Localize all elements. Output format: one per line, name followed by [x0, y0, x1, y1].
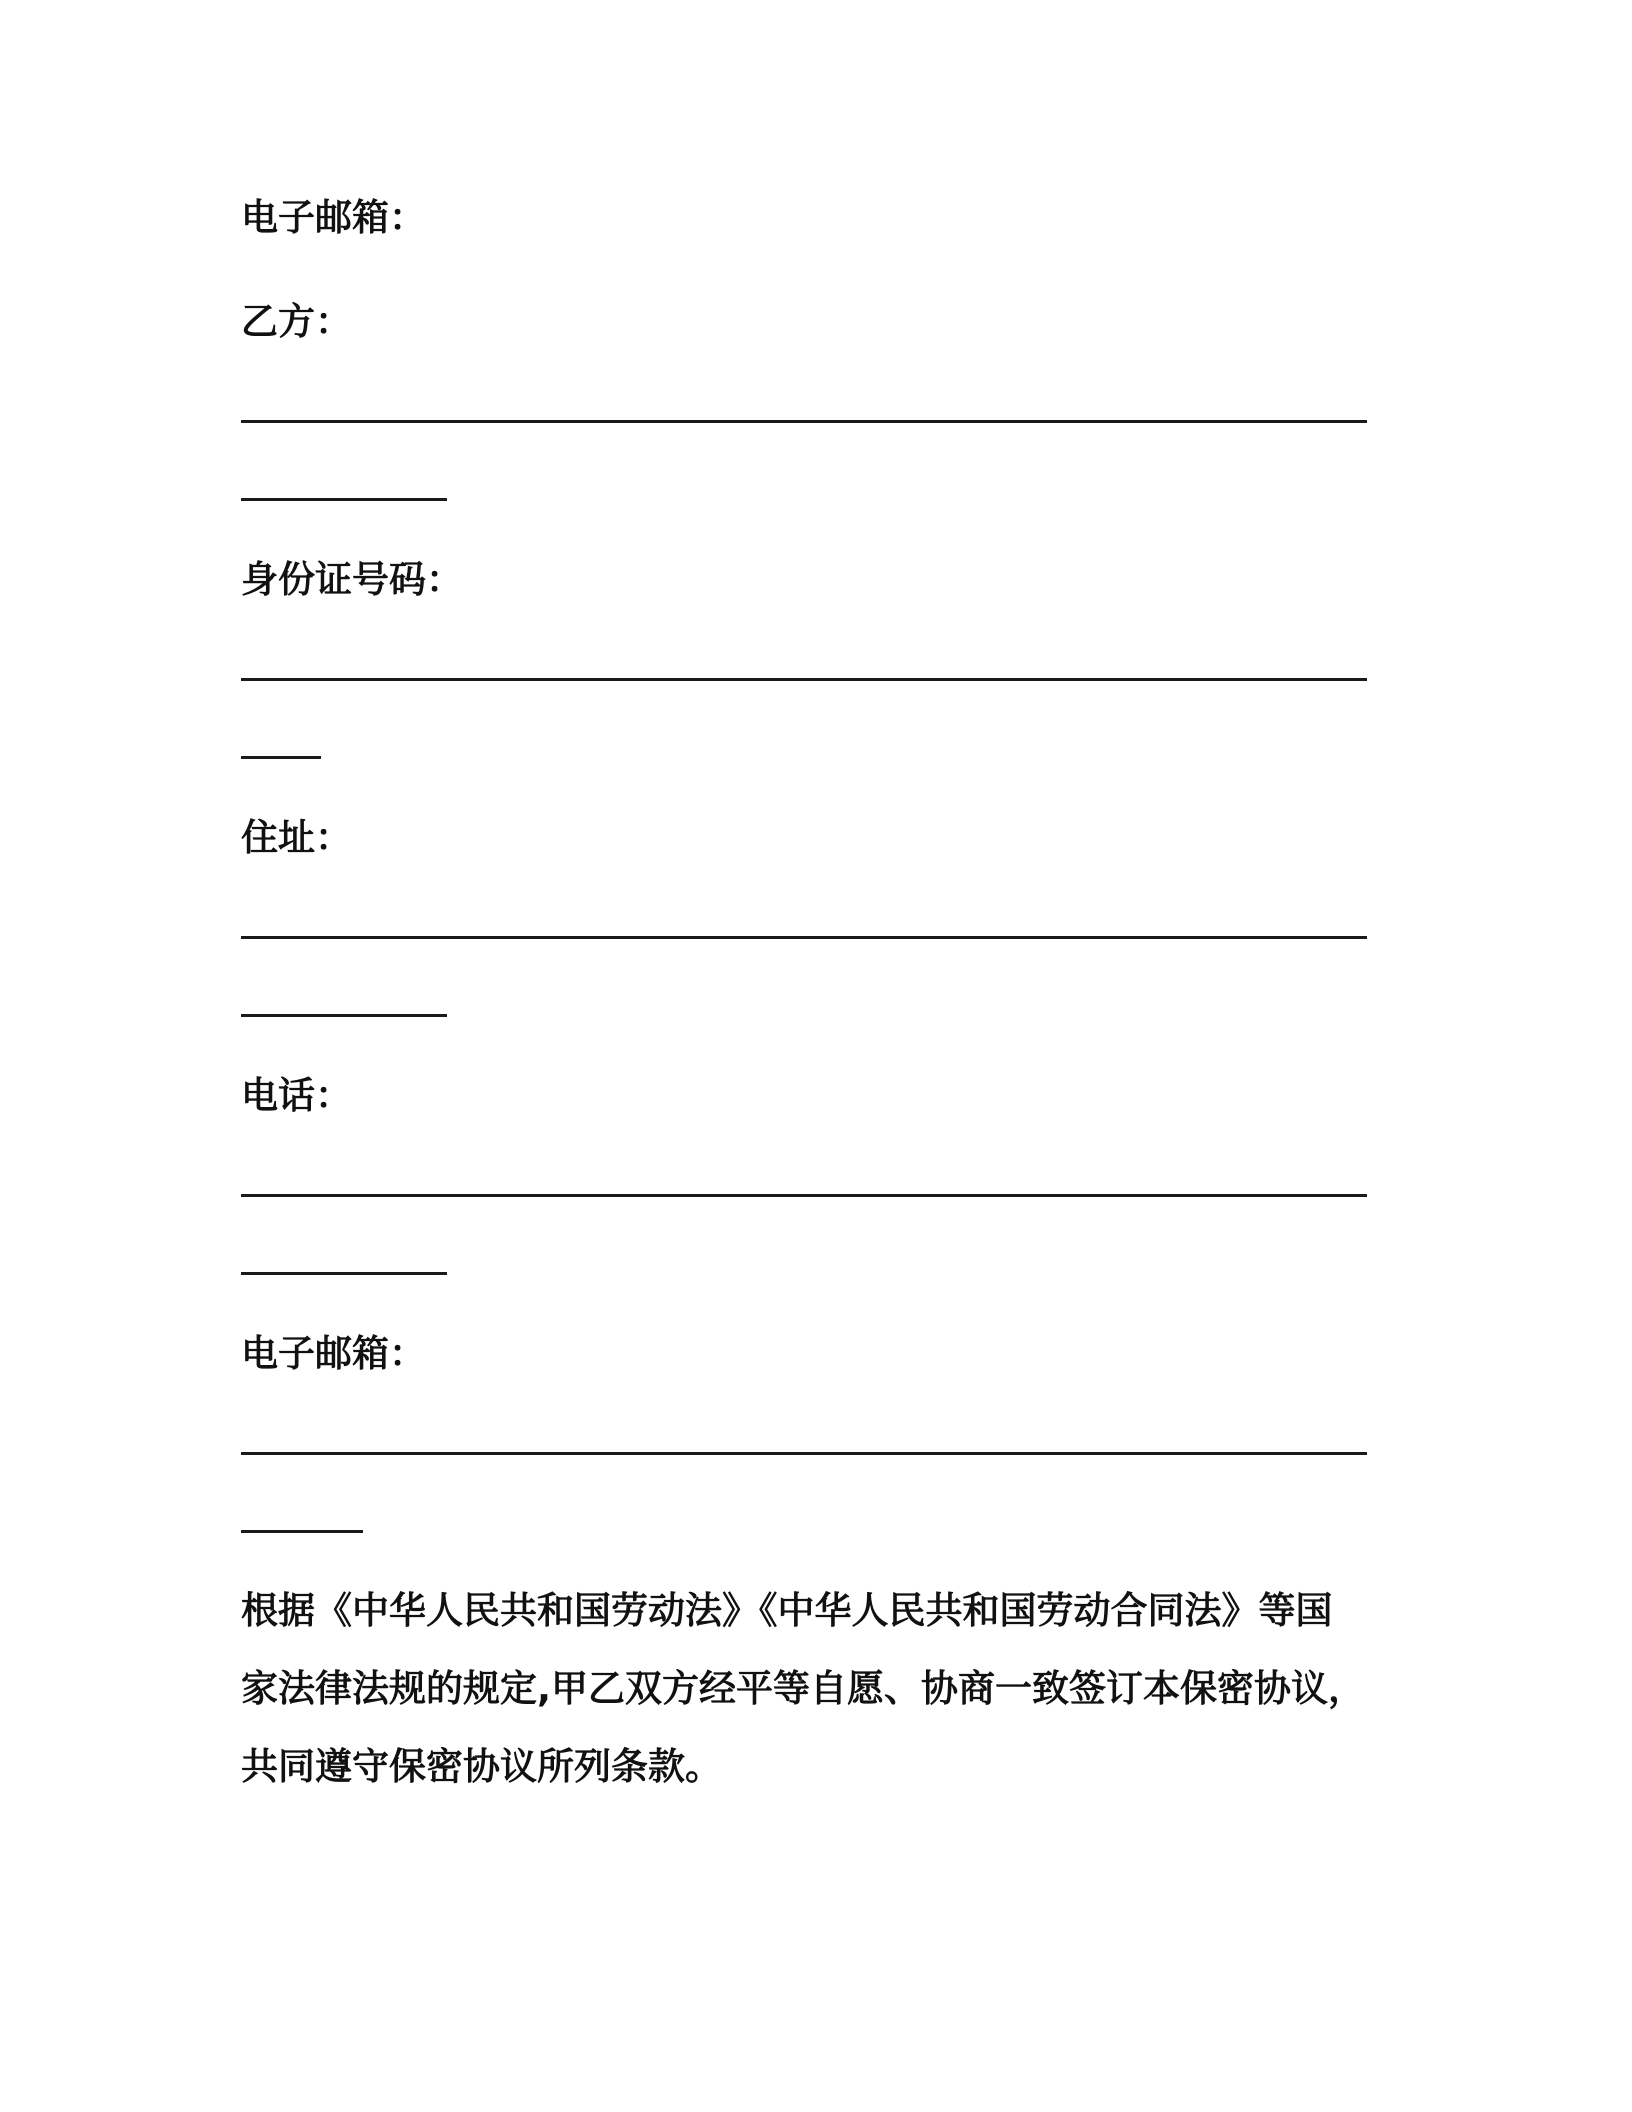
address-label: 住址： — [241, 816, 352, 859]
preamble-line-2: 家法律法规的规定,甲乙双方经平等自愿、协商一致签订本保密协议， — [241, 1667, 1366, 1710]
preamble-line-1: 根据《中华人民共和国劳动法》《中华人民共和国劳动合同法》等国 — [241, 1589, 1333, 1632]
address-blank-line-2 — [241, 1014, 447, 1017]
party-a-email-label: 电子邮箱： — [241, 196, 426, 239]
phone-blank-line-2 — [241, 1272, 447, 1275]
party-b-email-label: 电子邮箱： — [241, 1332, 426, 1375]
phone-label: 电话： — [241, 1074, 352, 1117]
email-blank-line-2 — [241, 1530, 363, 1533]
phone-blank-line-1 — [241, 1194, 1367, 1197]
id-number-blank-line-2 — [241, 756, 321, 759]
preamble-line-3: 共同遵守保密协议所列条款。 — [241, 1745, 722, 1788]
agreement-preamble — [241, 1572, 1391, 1806]
id-number-label: 身份证号码： — [241, 558, 463, 601]
email-blank-line-1 — [241, 1452, 1367, 1455]
id-number-blank-line-1 — [241, 678, 1367, 681]
party-b-name-blank-line-1 — [241, 420, 1367, 423]
party-b-title: 乙方： — [241, 300, 352, 343]
party-b-name-blank-line-2 — [241, 498, 447, 501]
address-blank-line-1 — [241, 936, 1367, 939]
